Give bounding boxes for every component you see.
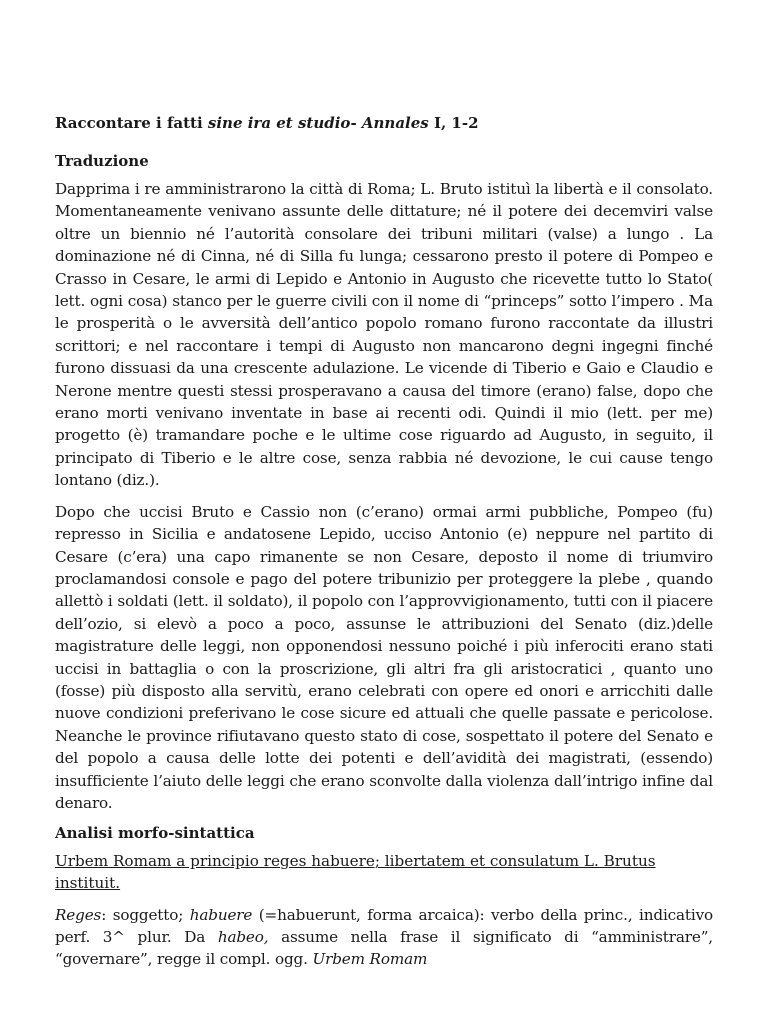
document-title (55, 114, 713, 132)
note-term-habeo: habeo, (217, 928, 269, 947)
translation-paragraph-1: Dapprima i re amministrarono la città di Roma; L. Bruto istituì la libertà e il consolato. Momentaneamente venivano assunte delle dittature; né il potere dei decemviri valse oltre un biennio né l’autorità consolare dei tribuni militari (valse) a lungo . La dominazione né di Cinna, né di Silla fu lunga; cessarono presto il potere di Pompeo e Crasso in Cesare, le armi di Lepido e Antonio in Augusto che ricevette tutto lo Stato( lett. ogni cosa) stanco per le guerre civili con il nome di “princeps” sotto l’impero . Ma le prosperità o le avversità dell’antico popolo romano furono raccontate da illustri scrittori; e nel raccontare i tempi di Augusto non mancarono degni ingegni finché furono dissuasi da una crescente adulazione. Le vicende di Tiberio e Gaio e Claudio e Nerone mentre questi stessi prosperavano a causa del timore (erano) false, dopo che erano morti venivano inventate in base ai recenti odi. Quindi il mio (lett. per me) progetto (è) tramandare poche e le ultime cose riguardo ad Augusto, in seguito, il principato di Tiberio e le altre cose, senza rabbia né devozione, le cui cause tengo lontano (diz.). (55, 180, 713, 490)
title-work: Annales (361, 114, 429, 132)
note-text-1: : soggetto; (101, 906, 190, 925)
analysis-note (55, 904, 713, 970)
note-text-2: (=habuerunt, forma arcaica): verbo della princ., indicativo perf. 3^ plur. Da (55, 906, 714, 947)
title-separator: - (350, 114, 362, 132)
analysis-heading: Analisi morfo-sintattica (55, 824, 255, 843)
title-prefix: Raccontare i fatti (55, 114, 208, 132)
translation-heading: Traduzione (55, 152, 149, 170)
latin-sentence: Urbem Romam a principio reges habuere; libertatem et consulatum L. Brutus instituit. (55, 852, 656, 893)
note-text-3: assume nella frase il significato di “amministrare”, “governare”, regge il compl. ogg. (55, 928, 713, 969)
title-latin-phrase: sine ira et studio (207, 114, 351, 132)
title-suffix: I, 1-2 (428, 114, 479, 132)
note-term-reges: Reges (55, 906, 102, 925)
translation-paragraph-2: Dopo che uccisi Bruto e Cassio non (c’erano) ormai armi pubbliche, Pompeo (fu) represso in Sicilia e andatosene Lepido, ucciso Antonio (e) neppure nel partito di Cesare (c’era) una capo rimanente se non Cesare, deposto il nome di triumviro proclamandosi console e pago del potere tribunizio per proteggere la plebe , quando allettò i soldati (lett. il soldato), il popolo con l’approvvigionamento, tutti con il piacere dell’ozio, si elevò a poco a poco, assunse le attribuzioni del Senato (diz.)delle magistrature delle leggi, non opponendosi nessuno poiché i più inferociti erano stati uccisi in battaglia o con la proscrizione, gli altri fra gli aristocratici , quanto uno (fosse) più disposto alla servitù, erano celebrati con opere ed onori e arricchiti dalle nuove condizioni preferivano le cose sicure ed attuali che quelle passate e pericolose. Neanche le province rifiutavano questo stato di cose, sospettato il potere del Senato e del popolo a causa delle lotte dei potenti e dell’avidità dei magistrati, (essendo) insufficiente l’aiuto delle leggi che erano sconvolte dalla violenza dall’intrigo infine dal denaro. (55, 502, 713, 812)
note-term-habuere: habuere (189, 906, 253, 925)
note-term-urbem-romam: Urbem Romam (312, 950, 428, 969)
